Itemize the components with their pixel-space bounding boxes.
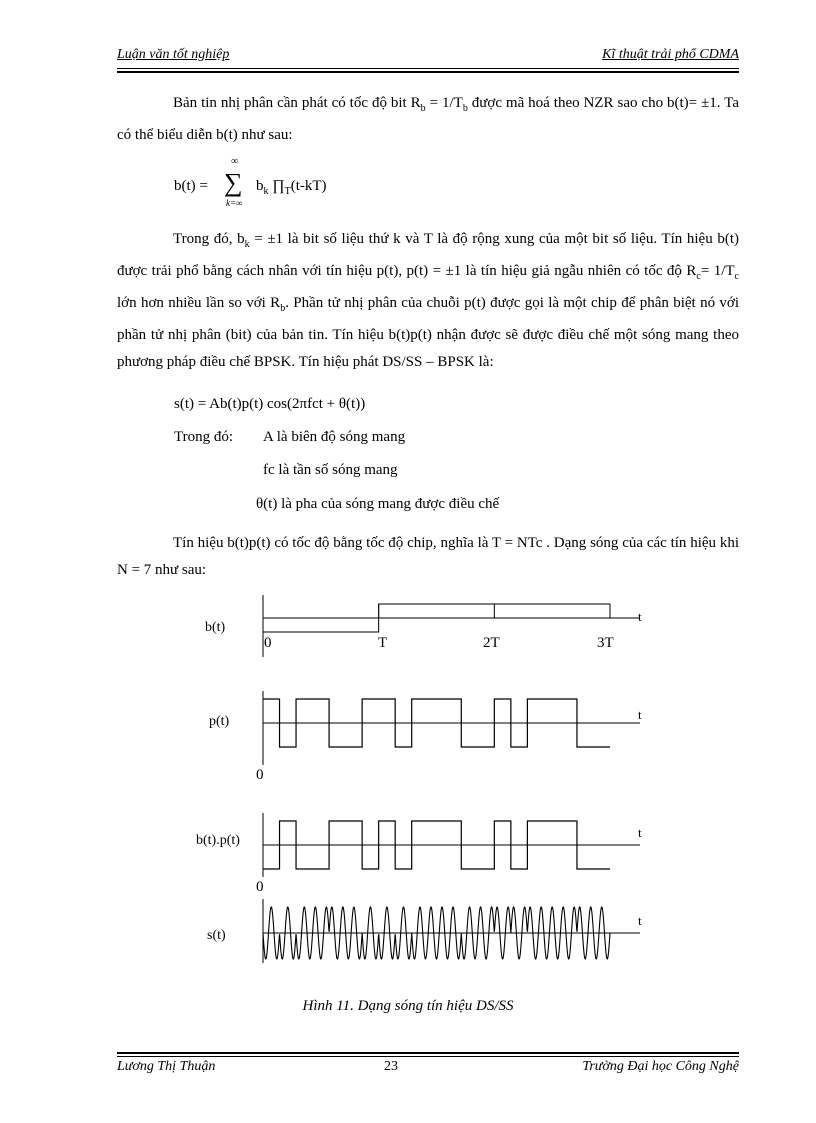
where-label: Trong đó: xyxy=(174,429,234,445)
t-axis-4: t xyxy=(638,913,642,928)
where-item-2: fc là tần số sóng mang xyxy=(263,462,398,478)
tick-T: T xyxy=(378,635,388,651)
paragraph-3: Tín hiệu b(t)p(t) có tốc độ bằng tốc độ chip, nghĩa là T = NTc . Dạng sóng của các tín hiệu khi N = 7 như sau: xyxy=(117,535,739,578)
tick-3T: 3T xyxy=(597,635,614,651)
formula-bt: b(t) = ∞ ∑ k=∞ $b_k$ $\prod_T(t-kT)$ xyxy=(174,156,327,208)
t-axis-1: t xyxy=(638,609,642,624)
footer-university: Trường Đại học Công Nghệ xyxy=(582,1059,739,1074)
sigma-symbol: ∑ xyxy=(224,168,243,197)
figure-caption: Hình 11. Dạng sóng tín hiệu DS/SS xyxy=(302,998,514,1014)
paragraph-2: Trong đó, $b_k = \pm 1$ là bit số liệu thứ k và T là độ rộng xung của một bit số liệu. Tín hiệu b(t) được trải phổ bằng cách nhân với tín hiệu p(t), p(t) = ±1 là tín hiệu giả ngẫu nhiên có tốc độ $R_c= 1/T_c$ lớn hơn nhiều lần so với $R_b$. Phần tử nhị phân của chuỗi p(t) được gọi là một chip để phân biệt nó với phần tử nhị phân (bit) của bản tin. Tín hiệu b(t)p(t) nhận được sẽ được điều chế một sóng mang theo phương pháp điều chế BPSK. Tín hiệu phát DS/SS – BPSK là: xyxy=(117,231,740,370)
formula-st: s(t) = Ab(t)p(t) cos(2πfct + θ(t)) xyxy=(174,396,366,412)
header-rule xyxy=(117,68,739,69)
header-right: Kĩ thuật trải phổ CDMA xyxy=(602,47,739,62)
header-rule-thick xyxy=(117,71,739,73)
where-item-3: θ(t) là pha của sóng mang được điều chế xyxy=(256,496,500,512)
page-number: 23 xyxy=(384,1059,398,1074)
tick-0: 0 xyxy=(264,635,272,651)
paragraph-1: Bản tin nhị phân cần phát có tốc độ bit $R_b = 1/T_b$ được mã hoá theo NZR sao cho b(t)= ±1. Ta có thể biểu diễn b(t) như sau: xyxy=(117,95,739,143)
footer-rule xyxy=(117,1056,739,1057)
t-axis-3: t xyxy=(638,825,642,840)
footer-author: Lương Thị Thuận xyxy=(117,1059,216,1074)
label-st: s(t) xyxy=(207,928,226,943)
waveform-figure xyxy=(0,585,816,985)
where-item-1: A là biên độ sóng mang xyxy=(263,429,406,445)
zero-pt: 0 xyxy=(256,767,264,783)
t-axis-2: t xyxy=(638,707,642,722)
zero-btpt: 0 xyxy=(256,879,264,895)
label-bt: b(t) xyxy=(205,620,226,635)
footer-rule-thick xyxy=(117,1052,739,1054)
label-pt: p(t) xyxy=(209,714,230,729)
header-left: Luận văn tốt nghiệp xyxy=(117,47,230,62)
label-btpt: b(t).p(t) xyxy=(196,833,240,848)
tick-2T: 2T xyxy=(483,635,500,651)
page-header xyxy=(117,47,739,69)
